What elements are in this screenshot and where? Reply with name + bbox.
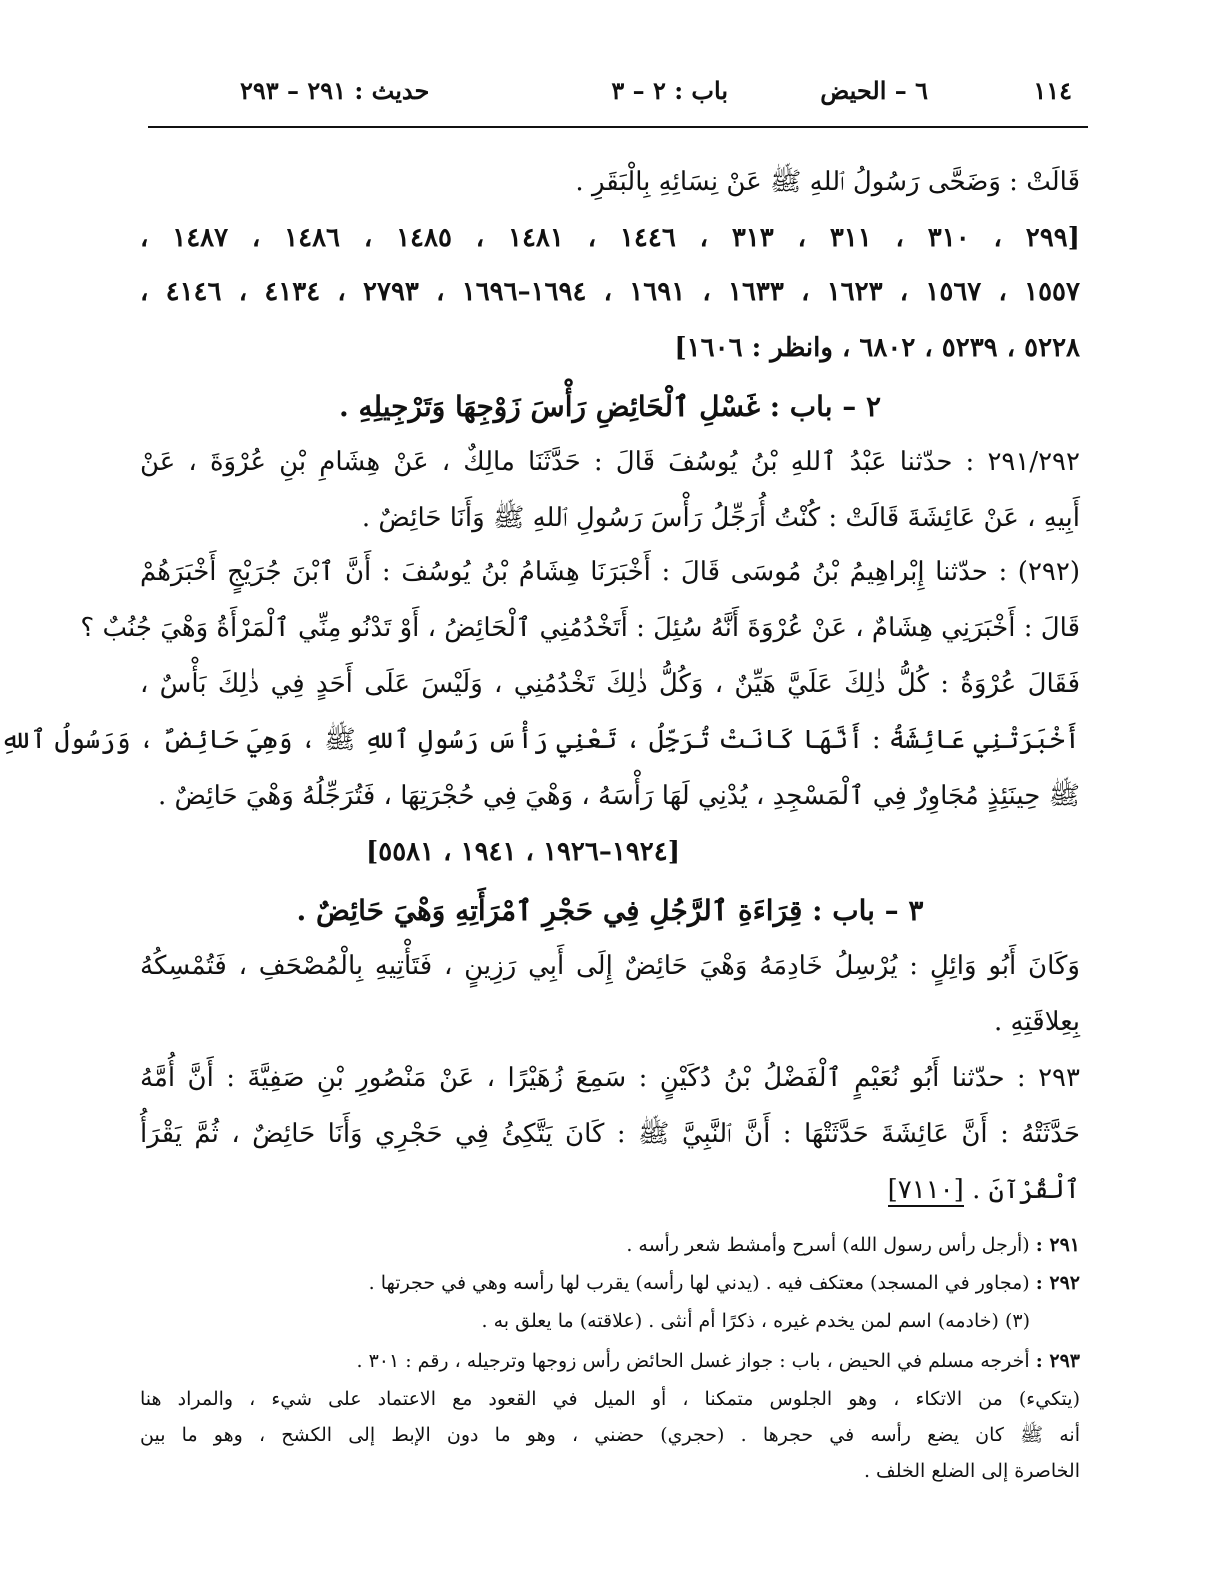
cross-reference-293: [٧١١٠] (887, 1175, 964, 1205)
cross-reference-line-1: [٢٩٩ ، ٣١٠ ، ٣١١ ، ٣١٣ ، ١٤٤٦ ، ١٤٨١ ، ١٤٨٥ ، ١٤٨٦ ، ١٤٨٧ ، (140, 223, 1080, 253)
footnote-293-line-2: (يتكيء) من الاتكاء ، وهو الجلوس متمكنا ، أو الميل في القعود مع الاعتماد على شيء ، والمراد هنا (140, 1388, 1080, 1410)
footnote-292-number: ٢٩٢ : (1035, 1272, 1080, 1294)
hadith-292-line-4: أَخْبَرَتْنِي عَائِشَةُ : أَنَّهَا كَانَتْ تُرَجِّلُ ، تَعْنِي رَأْسَ رَسُولِ ٱللهِ ﷺ ، وَهِيَ حَائِضٌ ، وَرَسُولُ ٱللهِ (0, 725, 1080, 755)
footnote-292-text: (مجاور في المسجد) معتكف فيه . (يدني لها رأسه) يقرب لها رأسه وهي في حجرتها . (368, 1272, 1030, 1294)
footnote-291-text: (أرجل رأس رسول الله) أسرح وأمشط شعر رأسه . (626, 1234, 1030, 1256)
footnote-293-text: أخرجه مسلم في الحيض ، باب : جواز غسل الحائض رأس زوجها وترجيله ، رقم : ٣٠١ . (356, 1350, 1030, 1372)
footnote-292 (140, 1266, 1080, 1300)
athar-line-1: وَكَانَ أَبُو وَائِلٍ : يُرْسِلُ خَادِمَهُ وَهْيَ حَائِضٌ إِلَى أَبِي رَزِينٍ ، فَتَأْتِيهِ بِالْمُصْحَفِ ، فَتُمْسِكُهُ (140, 951, 1080, 981)
hadith-293-line-3 (140, 1168, 1080, 1212)
footnote-293-line-4: الخاصرة إلى الضلع الخلف . (863, 1460, 1080, 1482)
athar-line-2: بِعِلاقَتِهِ . (993, 1007, 1080, 1037)
hadith-291-line-1: ٢٩١/٢٩٢ : حدّثنا عَبْدُ ٱللهِ بْنُ يُوسُفَ قَالَ : حَدَّثَنَا مالِكٌ ، عَنْ هِشَامِ بْنِ عُرْوَةَ ، عَنْ (140, 447, 1080, 477)
cross-reference-292: [١٩٢٤–١٩٢٦ ، ١٩٤١ ، ٥٥٨١] (365, 837, 680, 867)
footnote-291 (140, 1228, 1080, 1262)
hadith-292-line-1: (٢٩٢) : حدّثنا إِبْراهِيمُ بْنُ مُوسَى قَالَ : أَخْبَرَنَا هِشَامُ بْنُ يُوسُفَ : أَنَّ ٱبْنَ جُرَيْجٍ أَخْبَرَهُمْ (140, 557, 1080, 587)
hadith-293-line-1: ٢٩٣ : حدّثنا أَبُو نُعَيْمٍ ٱلْفَضْلُ بْنُ دُكَيْنٍ : سَمِعَ زُهَيْرًا ، عَنْ مَنْصُورِ بْنِ صَفِيَّةَ : أَنَّ أُمَّهُ (140, 1063, 1080, 1093)
page-number: ١١٤ (1033, 76, 1072, 105)
hadith-292-line-2: قَالَ : أَخْبَرَنِي هِشَامٌ ، عَنْ عُرْوَةَ أَنَّهُ سُئِلَ : أَتَخْدُمُنِي ٱلْحَائِضُ ، أَوْ تَدْنُو مِنِّي ٱلْمَرْأَةُ وَهْيَ جُنُبٌ ؟ (80, 613, 1080, 643)
text-line-1: قَالَتْ : وَضَحَّى رَسُولُ ٱللهِ ﷺ عَنْ نِسَائِهِ بِالْبَقَرِ . (575, 167, 1080, 197)
footnote-bab-3: (٣) (خادمه) اسم لمن يخدم غيره ، ذكرًا أم أنثى . (علاقته) ما يعلق به . (481, 1310, 1030, 1332)
footnote-293-number: ٢٩٣ : (1035, 1350, 1080, 1372)
cross-reference-line-3: ٥٢٢٨ ، ٥٢٣٩ ، ٦٨٠٢ ، وانظر : ١٦٠٦] (674, 333, 1080, 363)
hadith-291-line-2: أَبِيهِ ، عَنْ عَائِشَةَ قَالَتْ : كُنْتُ أُرَجِّلُ رَأْسَ رَسُولِ ٱللهِ ﷺ وَأَنَا حَائِضٌ . (361, 503, 1080, 533)
hadith-293-line-2: حَدَّثَتْهُ : أَنَّ عَائِشَةَ حَدَّثَتْهَا : أَنَّ ٱلنَّبِيَّ ﷺ : كَانَ يَتَّكِئُ فِي حَجْرِي وَأَنَا حَائِضٌ ، ثُمَّ يَقْرَأُ (140, 1119, 1080, 1149)
cross-reference-line-2: ١٥٥٧ ، ١٥٦٧ ، ١٦٢٣ ، ١٦٣٣ ، ١٦٩١ ، ١٦٩٤–١٦٩٦ ، ٢٧٩٣ ، ٤١٣٤ ، ٤١٤٦ ، (140, 277, 1080, 307)
footnote-293 (140, 1344, 1080, 1378)
section-heading-2: ٢ – باب : غَسْلِ ٱلْحَائِضِ رَأْسَ زَوْجِهَا وَتَرْجِيلِهِ . (338, 390, 882, 423)
header-rule (148, 126, 1088, 128)
hadith-293-closing-word: ٱلْقُرْآنَ . (972, 1175, 1080, 1205)
hadith-292-line-5: ﷺ حِينَئِذٍ مُجَاوِرٌ فِي ٱلْمَسْجِدِ ، يُدْنِي لَهَا رَأْسَهُ ، وَهْيَ فِي حُجْرَتِهَا ، فَتُرَجِّلُهُ وَهْيَ حَائِضٌ . (157, 781, 1080, 811)
running-header (230, 70, 1078, 114)
bab-range: باب : ٢ – ٣ (611, 76, 728, 105)
chapter-title: ٦ – الحيض (820, 76, 928, 105)
section-heading-3: ٣ – باب : قِرَاءَةِ ٱلرَّجُلِ فِي حَجْرِ ٱمْرَأَتِهِ وَهْيَ حَائِضٌ . (296, 894, 924, 927)
footnote-293-line-3: أنه ﷺ كان يضع رأسه في حجرها . (حجري) حضني ، وهو ما دون الإبط إلى الكشح ، وهو ما بين (140, 1424, 1080, 1446)
hadith-292-line-3: فَقَالَ عُرْوَةُ : كُلُّ ذٰلِكَ عَلَيَّ هَيِّنٌ ، وَكُلُّ ذٰلِكَ تَخْدُمُنِي ، وَلَيْسَ عَلَى أَحَدٍ فِي ذٰلِكَ بَأْسٌ ، (140, 669, 1080, 699)
hadith-range: حديث : ٢٩١ – ٢٩٣ (240, 76, 430, 105)
footnote-291-number: ٢٩١ : (1035, 1234, 1080, 1256)
